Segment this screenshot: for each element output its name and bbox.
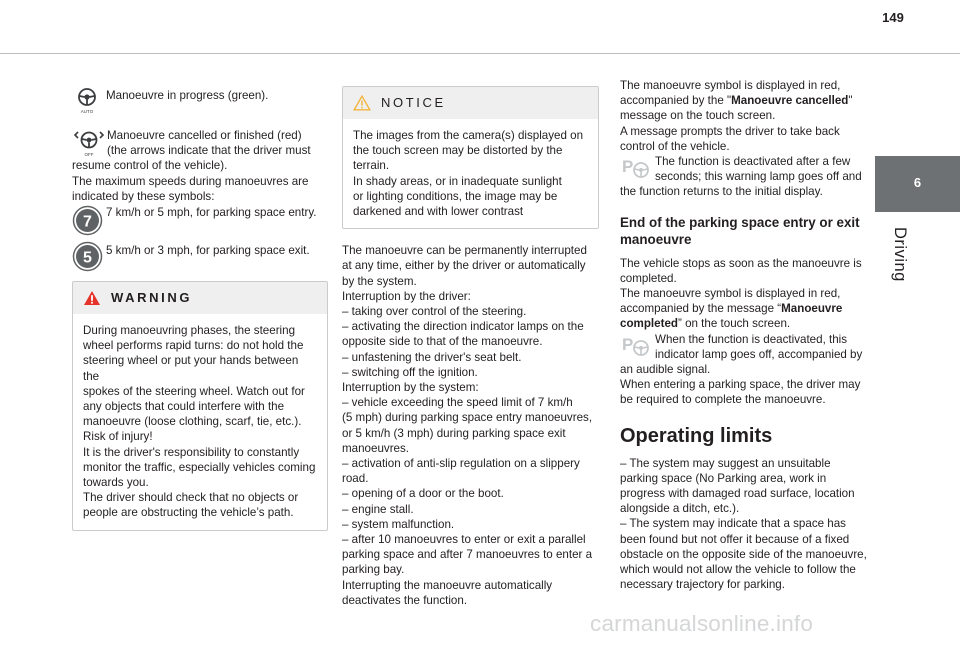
svg-text:P: P <box>622 334 634 354</box>
text-line: deactivates the function. <box>342 593 468 607</box>
text-line: opposite side to that of the manoeuvre. <box>342 335 543 349</box>
text-line: any objects that could interfere with the <box>83 400 285 414</box>
text-line: In shady areas, or in inadequate sunlight <box>353 174 562 188</box>
text-line: – opening of a door or the boot. <box>342 487 504 501</box>
text-line: – engine stall. <box>342 502 414 516</box>
text-line: parking space and after 7 manoeuvres to enter a <box>342 548 593 562</box>
text-line: The driver should check that no objects or <box>83 491 299 505</box>
text-line: people are obstructing the vehicle’s path. <box>83 506 294 520</box>
text-line: monitor the traffic, especially vehicles coming <box>83 460 316 474</box>
text-line: steering wheel or put your hands between the <box>83 354 299 383</box>
end-line-3: The manoeuvre symbol is displayed in red, <box>620 287 841 301</box>
end-line-2: completed. <box>620 271 677 285</box>
end-line-5: completed” on the touch screen. <box>620 317 791 331</box>
speed-5-row <box>72 241 328 272</box>
end-line-10: be required to complete the manoeuvre. <box>620 393 826 407</box>
park-assist-lamp-icon <box>620 154 652 182</box>
text-line: the touch screen may be distorted by the <box>353 144 563 158</box>
speed-7-badge <box>72 205 103 236</box>
text-line: The manoeuvre can be permanently interrupted <box>342 244 587 258</box>
cancelled-line-2: (the arrows indicate that the driver must <box>107 144 311 158</box>
max-speeds-line-1: The maximum speeds during manoeuvres are <box>72 174 309 188</box>
text-line: Interruption by the system: <box>342 381 479 395</box>
intro-line-5: control of the vehicle. <box>620 139 730 153</box>
text-line: darkened and with lower contrast <box>353 205 524 219</box>
cancelled-line-3: resume control of the vehicle). <box>72 159 228 173</box>
column-middle <box>342 86 599 608</box>
svg-text:P: P <box>622 157 634 177</box>
text-line: been found but not offer it because of a fixed <box>620 532 850 546</box>
end-line-9: When entering a parking space, the driver may <box>620 378 861 392</box>
text-line: manoeuvres. <box>342 441 410 455</box>
interruption-text <box>342 243 599 608</box>
speed-7-text: 7 km/h or 5 mph, for parking space entry. <box>106 206 317 220</box>
section-tab-number: 6 <box>913 175 922 190</box>
end-manoeuvre-heading: End of the parking space entry or exit manoeuvre <box>620 214 860 247</box>
operating-limits-heading: Operating limits <box>620 424 773 447</box>
notice-body <box>343 119 598 228</box>
column-left <box>72 86 328 531</box>
intro-line-3: message on the touch screen. <box>620 109 776 123</box>
text-line: necessary trajectory for parking. <box>620 578 785 592</box>
text-line: or 5 km/h (3 mph) during parking space exit <box>342 426 566 440</box>
in-progress-text: Manoeuvre in progress (green). <box>106 89 269 102</box>
speed-5-badge <box>72 241 103 272</box>
speed-7-row <box>72 205 328 236</box>
text-line: obstacle on the opposite side of the manoeuvre, <box>620 547 867 561</box>
svg-text:5: 5 <box>83 249 92 267</box>
watermark: carmanualsonline.info <box>590 611 814 636</box>
in-progress-row <box>72 86 328 114</box>
text-line: alongside a ditch, etc.). <box>620 502 740 516</box>
text-line: manoeuvre (loose clothing, scarf, tie, etc.). <box>83 415 302 429</box>
warning-title: WARNING <box>111 290 193 306</box>
text-line: road. <box>342 472 369 486</box>
speed-5-text: 5 km/h or 3 mph, for parking space exit. <box>106 244 310 258</box>
warning-body <box>73 314 327 530</box>
text-line: During manoeuvring phases, the steering <box>83 324 296 338</box>
park-assist-lamp-icon-2 <box>620 332 652 360</box>
end-line-7: indicator lamp goes off, accompanied by <box>655 347 863 361</box>
text-line: – after 10 manoeuvres to enter or exit a parallel <box>342 533 586 547</box>
text-line: – The system may indicate that a space has <box>620 517 846 531</box>
intro-line-2: accompanied by the "Manoeuvre cancelled" <box>620 94 853 108</box>
end-line-1: The vehicle stops as soon as the manoeuvre is <box>620 256 862 270</box>
intro-line-4: A message prompts the driver to take back <box>620 124 840 138</box>
cancelled-row <box>72 128 328 158</box>
text-line: Risk of injury! <box>83 430 153 444</box>
operating-limits-text <box>620 456 875 593</box>
notice-box <box>342 86 599 229</box>
text-line: – unfastening the driver's seat belt. <box>342 350 522 364</box>
text-line: Interrupting the manoeuvre automatically <box>342 578 553 592</box>
deactivated-line-1: The function is deactivated after a few <box>655 155 851 169</box>
intro-line-1: The manoeuvre symbol is displayed in red, <box>620 79 841 92</box>
text-line: – system malfunction. <box>342 517 455 531</box>
deactivated-line-2: seconds; this warning lamp goes off and <box>655 170 862 184</box>
text-line: or lighting conditions, the image may be <box>353 189 558 203</box>
notice-title: NOTICE <box>381 95 446 111</box>
text-line: Interruption by the driver: <box>342 289 471 303</box>
text-line: The images from the camera(s) displayed on <box>353 129 584 142</box>
steering-wheel-off-arrows-icon <box>72 128 106 158</box>
text-line: at any time, either by the driver or automatically <box>342 259 586 273</box>
svg-text:7: 7 <box>83 213 92 231</box>
section-title: Driving <box>891 227 910 282</box>
text-line: – activation of anti-slip regulation on a slippery <box>342 457 580 471</box>
svg-text:AUTO: AUTO <box>80 109 94 114</box>
cancelled-line-1: Manoeuvre cancelled or finished (red) <box>107 129 302 142</box>
text-line: – The system may suggest an unsuitable <box>620 456 831 470</box>
warning-box <box>72 281 328 531</box>
text-line: which would not allow the vehicle to follow the <box>620 563 856 577</box>
column-right <box>620 78 875 592</box>
warning-header <box>73 282 327 314</box>
text-line: progress with damaged road surface, location <box>620 487 855 501</box>
text-line: spokes of the steering wheel. Watch out for <box>83 384 305 398</box>
text-line: – taking over control of the steering. <box>342 305 527 319</box>
text-line: towards you. <box>83 476 149 490</box>
notice-triangle-icon <box>353 95 371 111</box>
notice-header <box>343 87 598 119</box>
text-line: It is the driver's responsibility to constantly <box>83 445 300 459</box>
text-line: – switching off the ignition. <box>342 365 478 379</box>
end-line-8: an audible signal. <box>620 363 711 377</box>
text-line: parking bay. <box>342 563 405 577</box>
deactivated-row <box>620 154 875 184</box>
header-divider <box>0 53 960 54</box>
text-line: parking space (No Parking area, work in <box>620 471 827 485</box>
end-line-4: accompanied by the message “Manoeuvre <box>620 302 843 316</box>
deactivated-line-3: the function returns to the initial display. <box>620 185 823 199</box>
text-line: – activating the direction indicator lamps on the <box>342 320 584 334</box>
text-line: – vehicle exceeding the speed limit of 7 km/h <box>342 396 573 410</box>
lamp-off-row <box>620 332 875 362</box>
max-speeds-line-2: indicated by these symbols: <box>72 189 215 203</box>
section-tab[interactable] <box>875 156 960 212</box>
steering-wheel-auto-icon <box>72 84 102 114</box>
text-line: by the system. <box>342 274 417 288</box>
end-line-6: When the function is deactivated, this <box>655 332 848 346</box>
warning-triangle-icon <box>83 290 101 306</box>
page-number: 149 <box>882 10 904 25</box>
text-line: (5 mph) during parking space entry manoeuvres, <box>342 411 593 425</box>
text-line: terrain. <box>353 159 390 173</box>
text-line: wheel performs rapid turns: do not hold the <box>83 339 304 353</box>
svg-text:OFF: OFF <box>84 152 94 157</box>
